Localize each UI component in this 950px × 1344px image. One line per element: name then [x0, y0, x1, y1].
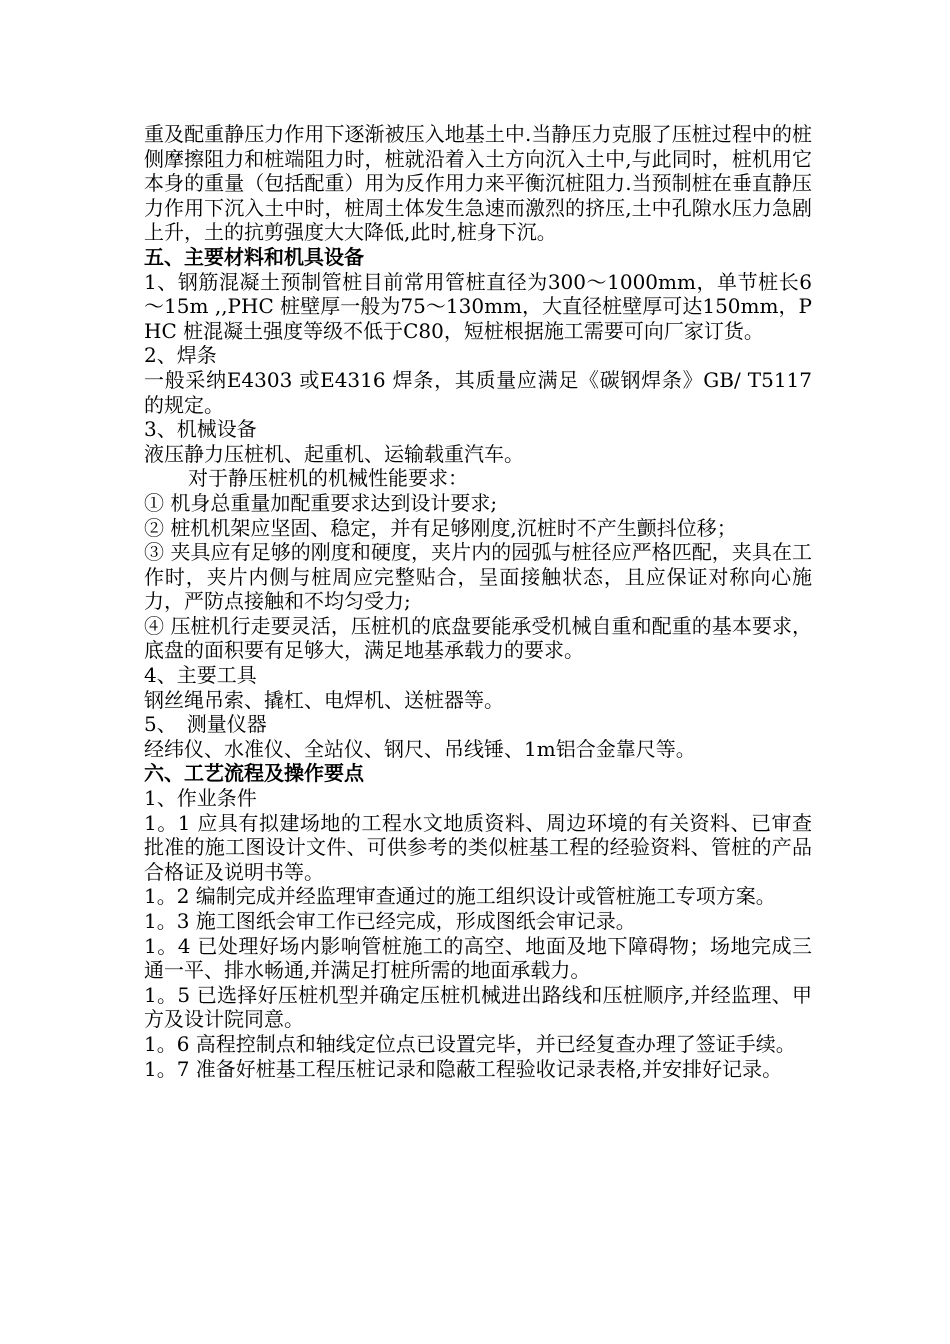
requirement-item-2: ② 桩机机架应坚固、稳定，并有足够刚度,沉桩时不产生颤抖位移；: [144, 515, 737, 540]
document-body: [144, 122, 812, 1081]
condition-item-1-3: 1。3 施工图纸会审工作已经完成，形成图纸会审记录。: [144, 909, 636, 933]
condition-item-1-5: 1。5 已选择好压桩机型并确定压桩机械进出路线和压桩顺序,并经监理、甲方及设计院同意。: [144, 982, 812, 1032]
requirement-item-3: ③ 夹具应有足够的刚度和硬度，夹片内的园弧与桩径应严格匹配，夹具在工作时，夹片内侧与桩周应完整贴合，呈面接触状态，且应保证对称向心施力，严防点接触和不均匀受力;: [144, 540, 812, 614]
requirement-item-4: ④ 压桩机行走要灵活，压桩机的底盘要能承受机械自重和配重的基本要求，底盘的面积要有足够大，满足地基承载力的要求。: [144, 613, 812, 663]
condition-item-1-2: 1。2 编制完成并经监理审查通过的施工组织设计或管桩施工专项方案。: [144, 884, 776, 909]
paragraph-machinery: 液压静力压桩机、起重机、运输载重汽车。: [144, 441, 524, 466]
requirement-item-1: ① 机身总重量加配重要求达到设计要求;: [144, 490, 498, 515]
item-heading-machinery: 3、机械设备: [144, 417, 257, 442]
paragraph-pipe-pile: 1、钢筋混凝土预制管桩目前常用管桩直径为300～1000mm，单节桩长6～15m ,,PHC 桩壁厚一般为75～130mm，大直径桩壁厚可达150mm，PHC 桩混凝土强度等级不低于C80，短桩根据施工需要可向厂家订货。: [144, 269, 812, 343]
section-heading-materials: 五、主要材料和机具设备: [144, 244, 364, 269]
section-heading-process: 六、工艺流程及操作要点: [144, 761, 364, 786]
item-heading-instruments: 5、 测量仪器: [144, 712, 267, 737]
item-heading-tools: 4、主要工具: [144, 663, 257, 688]
condition-item-1-4: 1。4 已处理好场内影响管桩施工的高空、地面及地下障碍物；场地完成三通一平、排水畅通,并满足打桩所需的地面承载力。: [144, 933, 812, 983]
paragraph-instruments: 经纬仪、水准仪、全站仪、钢尺、吊线锤、1m铝合金靠尺等。: [144, 736, 696, 761]
condition-item-1-7: 1。7 准备好桩基工程压桩记录和隐蔽工程验收记录表格,并安排好记录。: [144, 1056, 783, 1081]
paragraph-electrode: 一般采纳E4303 或E4316 焊条，其质量应满足《碳钢焊条》GB/ T5117 的规定。: [144, 367, 812, 417]
condition-item-1-6: 1。6 高程控制点和轴线定位点已设置完毕，并已经复查办理了签证手续。: [144, 1031, 796, 1056]
paragraph-principle: 重及配重静压力作用下逐渐被压入地基土中.当静压力克服了压桩过程中的桩侧摩擦阻力和桩端阻力时，桩就沿着入土方向沉入土中,与此同时，桩机用它本身的重量（包括配重）用为反作用力来平衡沉桩阻力.当预制桩在垂直静压力作用下沉入土中时，桩周土体发生急速而激烈的挤压,土中孔隙水压力急剧上升，土的抗剪强度大大降低,此时,桩身下沉。: [144, 122, 812, 245]
paragraph-tools: 钢丝绳吊索、撬杠、电焊机、送桩器等。: [144, 687, 504, 712]
condition-item-1-1: 1。1 应具有拟建场地的工程水文地质资料、周边环境的有关资料、已审查批准的施工图设计文件、可供参考的类似桩基工程的经验资料、管桩的产品合格证及说明书等。: [144, 810, 812, 884]
paragraph-machine-requirements-intro: 对于静压桩机的机械性能要求：: [188, 466, 468, 491]
item-heading-electrode: 2、焊条: [144, 343, 217, 368]
item-heading-conditions: 1、作业条件: [144, 786, 257, 811]
